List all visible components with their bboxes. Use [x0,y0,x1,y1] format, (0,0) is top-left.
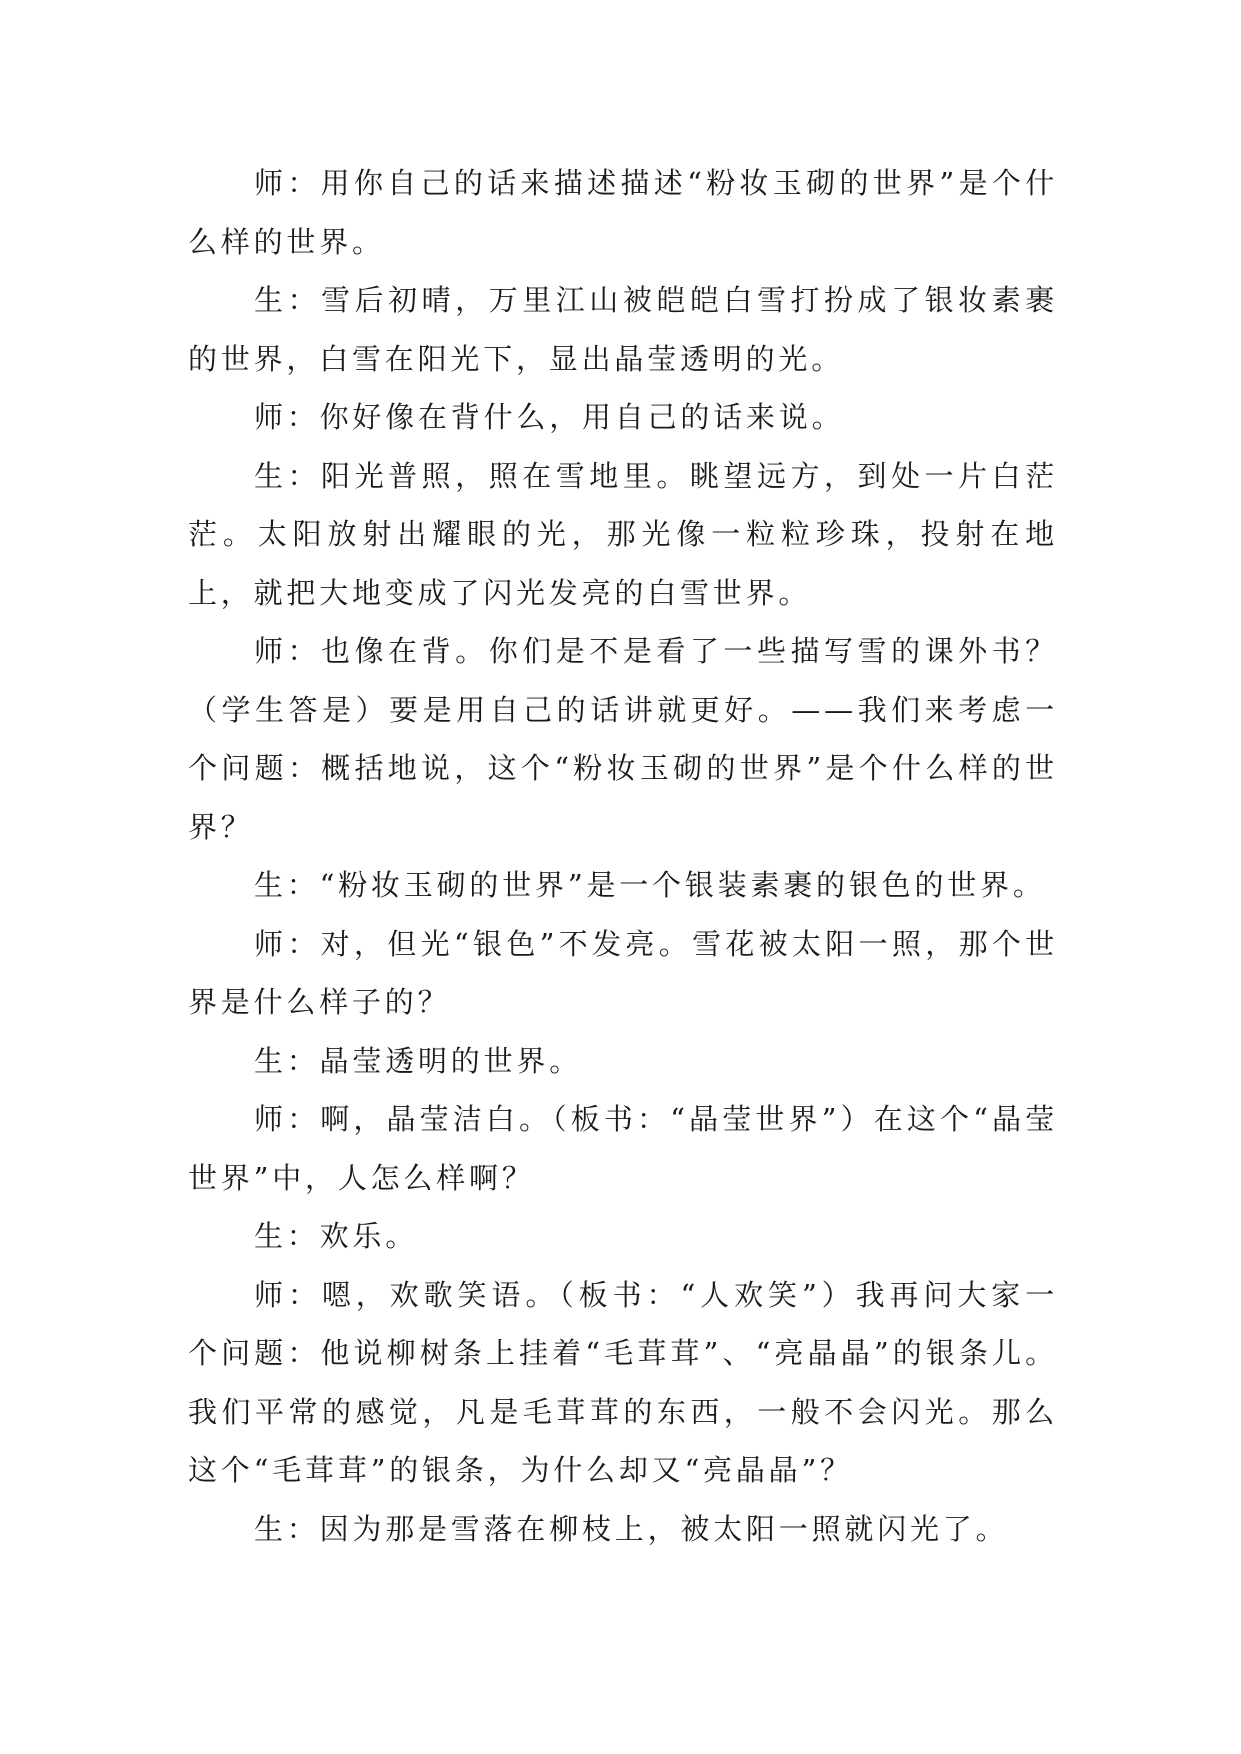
paragraph: 生：晶莹透明的世界。 [254,1043,583,1078]
paragraph: 师：你好像在背什么，用自己的话来说。 [254,400,845,434]
paragraph: 师：也像在背。你们是不是看了一些描写雪的课外书？（学生答是）要是用自己的话讲就更好。——我们来考虑一个问题：概括地说，这个“粉妆玉砌的世界”是个什么样的世界？ [188,634,1058,844]
paragraph: 生：欢乐。 [254,1219,419,1253]
paragraph: 生：因为那是雪落在柳枝上，被太阳一照就闪光了。 [254,1511,1009,1546]
paragraph: 师：对，但光“银色”不发亮。雪花被太阳一照，那个世界是什么样子的？ [188,926,1058,1019]
paragraph: 师：嗯，欢歌笑语。（板书：“人欢笑”）我再问大家一个问题：他说柳树条上挂着“毛茸茸”、“亮晶晶”的银条儿。我们平常的感觉，凡是毛茸茸的东西，一般不会闪光。那么这个“毛茸茸”的银条，为什么却又“亮晶晶”？ [188,1277,1058,1487]
paragraph: 生：“粉妆玉砌的世界”是一个银装素裹的银色的世界。 [254,868,1046,902]
document-body [188,154,1058,1558]
paragraph: 师：啊，晶莹洁白。（板书：“晶莹世界”）在这个“晶莹世界”中，人怎么样啊？ [188,1102,1058,1195]
paragraph: 师：用你自己的话来描述描述“粉妆玉砌的世界”是个什么样的世界。 [188,166,1058,259]
paragraph: 生：阳光普照，照在雪地里。眺望远方，到处一片白茫茫。太阳放射出耀眼的光，那光像一粒粒珍珠，投射在地上，就把大地变成了闪光发亮的白雪世界。 [188,458,1058,610]
paragraph: 生：雪后初晴，万里江山被皑皑白雪打扮成了银妆素裹的世界，白雪在阳光下，显出晶莹透明的光。 [188,283,1058,376]
